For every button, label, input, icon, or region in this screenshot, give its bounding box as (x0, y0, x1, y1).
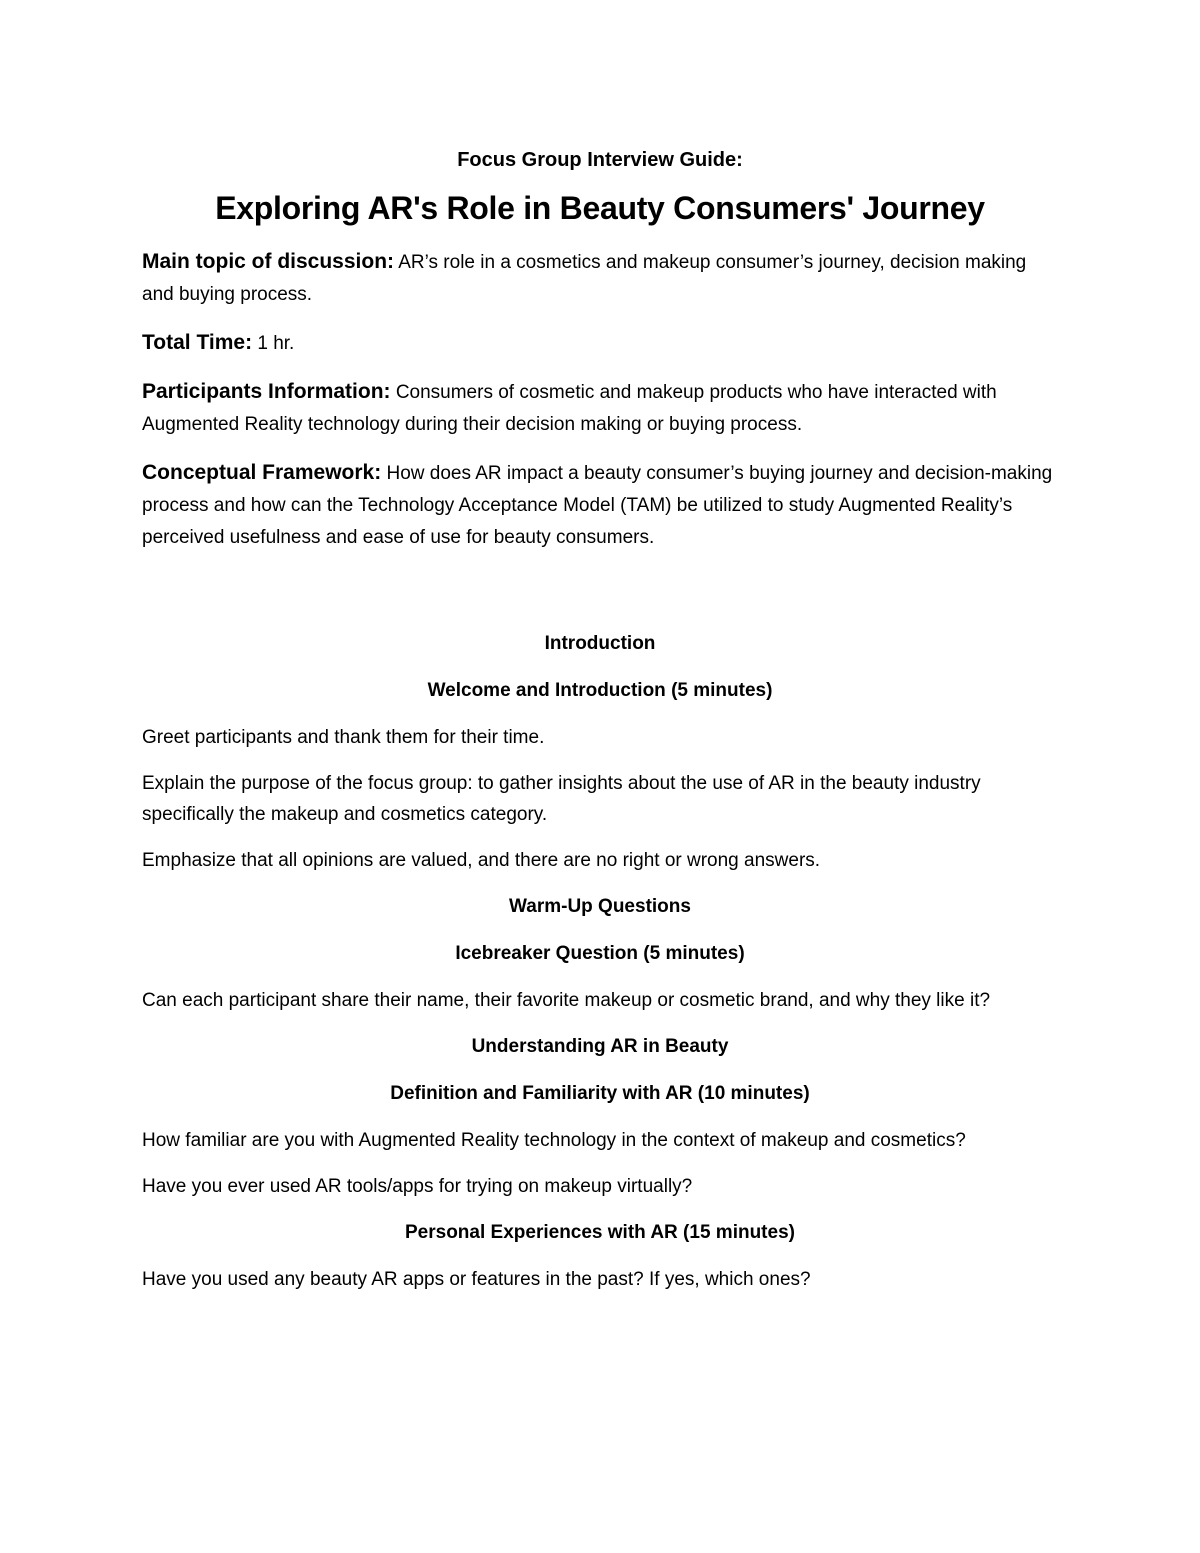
heading-understanding: Understanding AR in Beauty (471, 1036, 729, 1057)
document-content (142, 144, 1058, 1310)
paragraph-opinions: Emphasize that all opinions are valued, and there are no right or wrong answers. (142, 850, 821, 871)
paragraph-icebreaker: Can each participant share their name, their favorite makeup or cosmetic brand, and why they like it? (142, 990, 991, 1011)
section-spacer (142, 570, 1058, 628)
document-title: Exploring AR's Role in Beauty Consumers' Journey (215, 190, 985, 226)
heading-introduction: Introduction (544, 633, 656, 654)
heading-warmup: Warm-Up Questions (509, 896, 691, 917)
heading-definition: Definition and Familiarity with AR (10 minutes) (390, 1083, 810, 1104)
field-main-topic (142, 246, 1058, 311)
field-total-time (142, 327, 1058, 360)
paragraph-used-tools: Have you ever used AR tools/apps for trying on makeup virtually? (142, 1176, 693, 1197)
field-value: Consumers of cosmetic and makeup products who have interacted with Augmented Reality technology during their decision making or buying process. (142, 382, 997, 435)
field-value: How does AR impact a beauty consumer’s buying journey and decision-making process and how can the Technology Acceptance Model (TAM) be utilized to study Augmented Reality’s perceived usefulness and ease of use for beauty consumers. (142, 463, 1053, 548)
paragraph-past-apps: Have you used any beauty AR apps or features in the past? If yes, which ones? (142, 1269, 811, 1290)
field-label: Participants Information: (142, 380, 391, 403)
field-label: Conceptual Framework: (142, 461, 382, 484)
document-pre-title: Focus Group Interview Guide: (457, 149, 743, 171)
field-conceptual-framework (142, 457, 1058, 554)
paragraph-greet: Greet participants and thank them for their time. (142, 727, 545, 748)
heading-personal: Personal Experiences with AR (15 minutes) (405, 1222, 795, 1243)
field-value: 1 hr. (257, 333, 295, 354)
field-participants-information (142, 376, 1058, 441)
field-label: Total Time: (142, 331, 253, 354)
paragraph-purpose: Explain the purpose of the focus group: to gather insights about the use of AR in the beauty industry specifically the makeup and cosmetics category. (142, 773, 981, 825)
heading-welcome: Welcome and Introduction (5 minutes) (427, 680, 773, 701)
heading-icebreaker: Icebreaker Question (5 minutes) (455, 943, 745, 964)
field-label: Main topic of discussion: (142, 250, 395, 273)
paragraph-familiarity: How familiar are you with Augmented Reality technology in the context of makeup and cosmetics? (142, 1130, 966, 1151)
field-value: AR’s role in a cosmetics and makeup consumer’s journey, decision making and buying process. (142, 252, 1027, 305)
